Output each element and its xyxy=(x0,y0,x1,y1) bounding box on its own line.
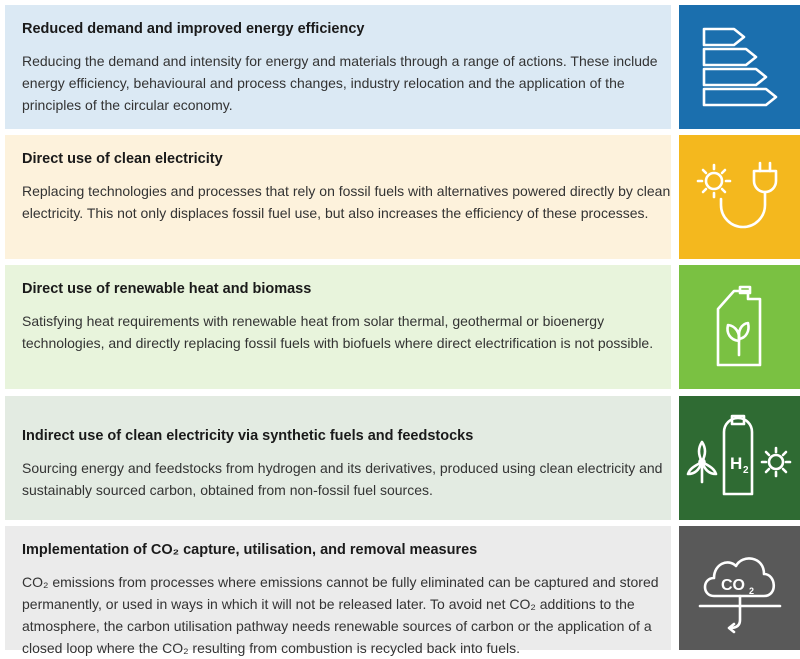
strategy-title: Indirect use of clean electricity via synthetic fuels and feedstocks xyxy=(22,428,474,444)
hydrogen-label: H xyxy=(729,454,742,473)
hydrogen-tank-icon xyxy=(679,396,800,520)
co2-subscript: 2 xyxy=(748,586,754,596)
strategy-text-panel xyxy=(5,396,671,520)
sun-plug-icon xyxy=(679,135,800,259)
strategy-description: Satisfying heat requirements with renewable heat from solar thermal, geothermal or bioenergy technologies, and directly replacing fossil fuels with biofuels where direct electrification is not possible. xyxy=(22,313,654,351)
strategy-row-clean-electricity xyxy=(5,135,800,259)
strategy-description: Sourcing energy and feedstocks from hydrogen and its derivatives, produced using clean electricity and sustainably sourced carbon, obtained from non-fossil fuel sources. xyxy=(22,460,663,498)
strategy-text-panel xyxy=(5,5,671,129)
strategy-description: CO₂ emissions from processes where emissions cannot be fully eliminated can be captured and stored permanently, or used in ways in which it will not be released later. To avoid net CO₂ additions to the atmosphere, the carbon utilisation pathway needs renewable sources of carbon or the application of a closed loop where the CO₂ resulting from combustion is recycled back into fuels. xyxy=(22,574,659,656)
strategy-title: Implementation of CO₂ capture, utilisation, and removal measures xyxy=(22,542,478,558)
co2-label: CO xyxy=(720,577,745,594)
energy-efficiency-rating-icon xyxy=(679,5,800,129)
strategy-title: Direct use of clean electricity xyxy=(22,151,223,167)
strategy-row-synthetic-fuels xyxy=(5,396,800,520)
co2-cloud-icon xyxy=(679,526,800,650)
strategy-title: Reduced demand and improved energy efficiency xyxy=(22,21,365,37)
biofuel-canister-icon xyxy=(679,265,800,389)
strategy-text-panel xyxy=(5,265,671,389)
strategy-row-renewable-heat xyxy=(5,265,800,389)
strategy-text-panel xyxy=(5,526,671,656)
hydrogen-subscript: 2 xyxy=(742,465,749,476)
strategy-description: Reducing the demand and intensity for energy and materials through a range of actions. These include energy efficiency, behavioural and process changes, industry relocation and the application of the principles of the circular economy. xyxy=(22,53,658,113)
strategy-row-co2-capture xyxy=(5,526,800,656)
strategy-text-panel xyxy=(5,135,671,259)
strategy-title: Direct use of renewable heat and biomass xyxy=(22,281,312,297)
strategy-description: Replacing technologies and processes that rely on fossil fuels with alternatives powered directly by clean electricity. This not only displaces fossil fuel use, but also increases the efficiency of these processes. xyxy=(22,183,671,221)
strategy-row-efficiency xyxy=(5,5,800,129)
